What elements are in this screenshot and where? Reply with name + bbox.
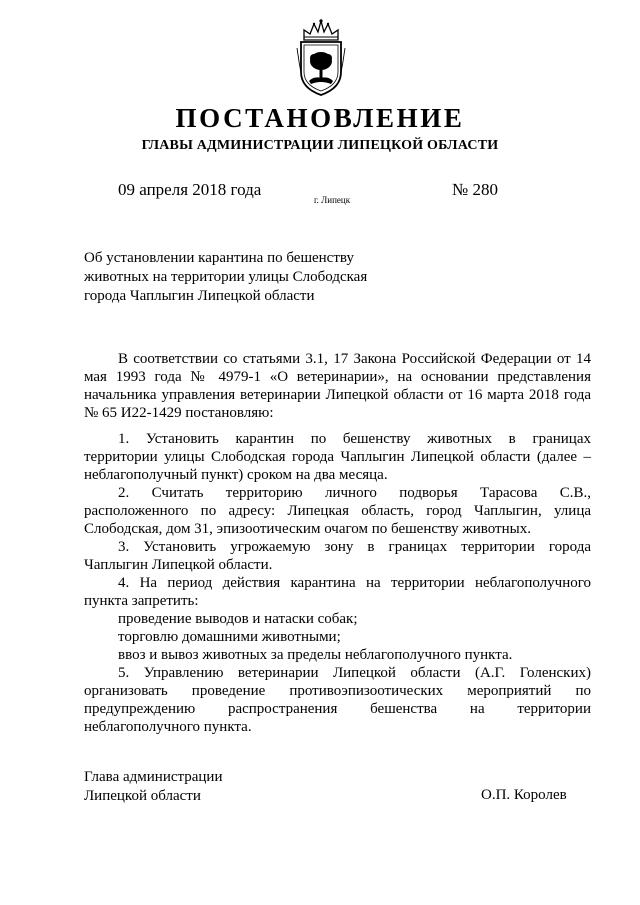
document-body bbox=[84, 350, 591, 736]
signatory-position-line: Липецкой области bbox=[84, 788, 201, 804]
document-subject bbox=[84, 249, 367, 306]
subject-line: города Чаплыгин Липецкой области bbox=[84, 288, 315, 304]
item-2-line: Слободская, дом 31, эпизоотическим очагом по бешенству животных. bbox=[84, 521, 531, 537]
subject-line: животных на территории улицы Слободская bbox=[84, 269, 368, 285]
item-4-line: 4. На период действия карантина на территории неблагополучного bbox=[118, 575, 591, 591]
item-2-line: расположенного по адресу: Липецкая область, город Чаплыгин, улица bbox=[84, 503, 591, 519]
document-city: г. Липецк bbox=[314, 195, 351, 205]
document-subtitle: ГЛАВЫ АДМИНИСТРАЦИИ ЛИПЕЦКОЙ ОБЛАСТИ bbox=[141, 138, 499, 153]
item-4-line: пункта запретить: bbox=[84, 593, 199, 609]
document-number: № 280 bbox=[452, 180, 498, 199]
item-3-line: Чаплыгин Липецкой области. bbox=[84, 557, 273, 573]
item-2-line: 2. Считать территорию личного подворья Тарасова С.В., bbox=[118, 485, 591, 501]
signatory-name: О.П. Королев bbox=[481, 787, 567, 803]
item-5-line: 5. Управлению ветеринарии Липецкой области (А.Г. Голенских) bbox=[118, 665, 591, 681]
item-1-line: территории улицы Слободская города Чаплыгин Липецкой области (далее – bbox=[84, 449, 591, 465]
item-5-line: неблагополучного пункта. bbox=[84, 719, 252, 735]
preamble-line: № 65 И22-1429 постановляю: bbox=[84, 405, 274, 421]
subject-line: Об установлении карантина по бешенству bbox=[84, 250, 354, 266]
item-5-line: предупреждению распространения бешенства на территории bbox=[84, 701, 591, 717]
item-1-line: 1. Установить карантин по бешенству животных в границах bbox=[118, 431, 591, 447]
item-5-line: организовать проведение противоэпизоотических мероприятий по bbox=[84, 683, 591, 699]
signatory-position-line: Глава администрации bbox=[84, 769, 223, 785]
preamble-line: мая 1993 года № 4979-1 «О ветеринарии», на основании представления bbox=[84, 369, 591, 385]
item-3-line: 3. Установить угрожаемую зону в границах территории города bbox=[118, 539, 591, 555]
preamble-line: В соответствии со статьями 3.1, 17 Закона Российской Федерации от 14 bbox=[118, 351, 591, 367]
document-date: 09 апреля 2018 года bbox=[118, 180, 262, 199]
item-1-line: неблагополучный пункт) сроком на два месяца. bbox=[84, 467, 388, 483]
item-4-subitem: ввоз и вывоз животных за пределы неблагополучного пункта. bbox=[118, 647, 513, 663]
item-4-subitem: торговлю домашними животными; bbox=[118, 629, 341, 645]
document-title: ПОСТАНОВЛЕНИЕ bbox=[175, 103, 465, 133]
item-4-subitem: проведение выводов и натаски собак; bbox=[118, 611, 358, 627]
preamble-line: начальника управления ветеринарии Липецкой области от 16 марта 2018 года bbox=[84, 387, 591, 403]
signatory-position bbox=[84, 768, 222, 806]
coat-of-arms-icon bbox=[294, 18, 348, 98]
